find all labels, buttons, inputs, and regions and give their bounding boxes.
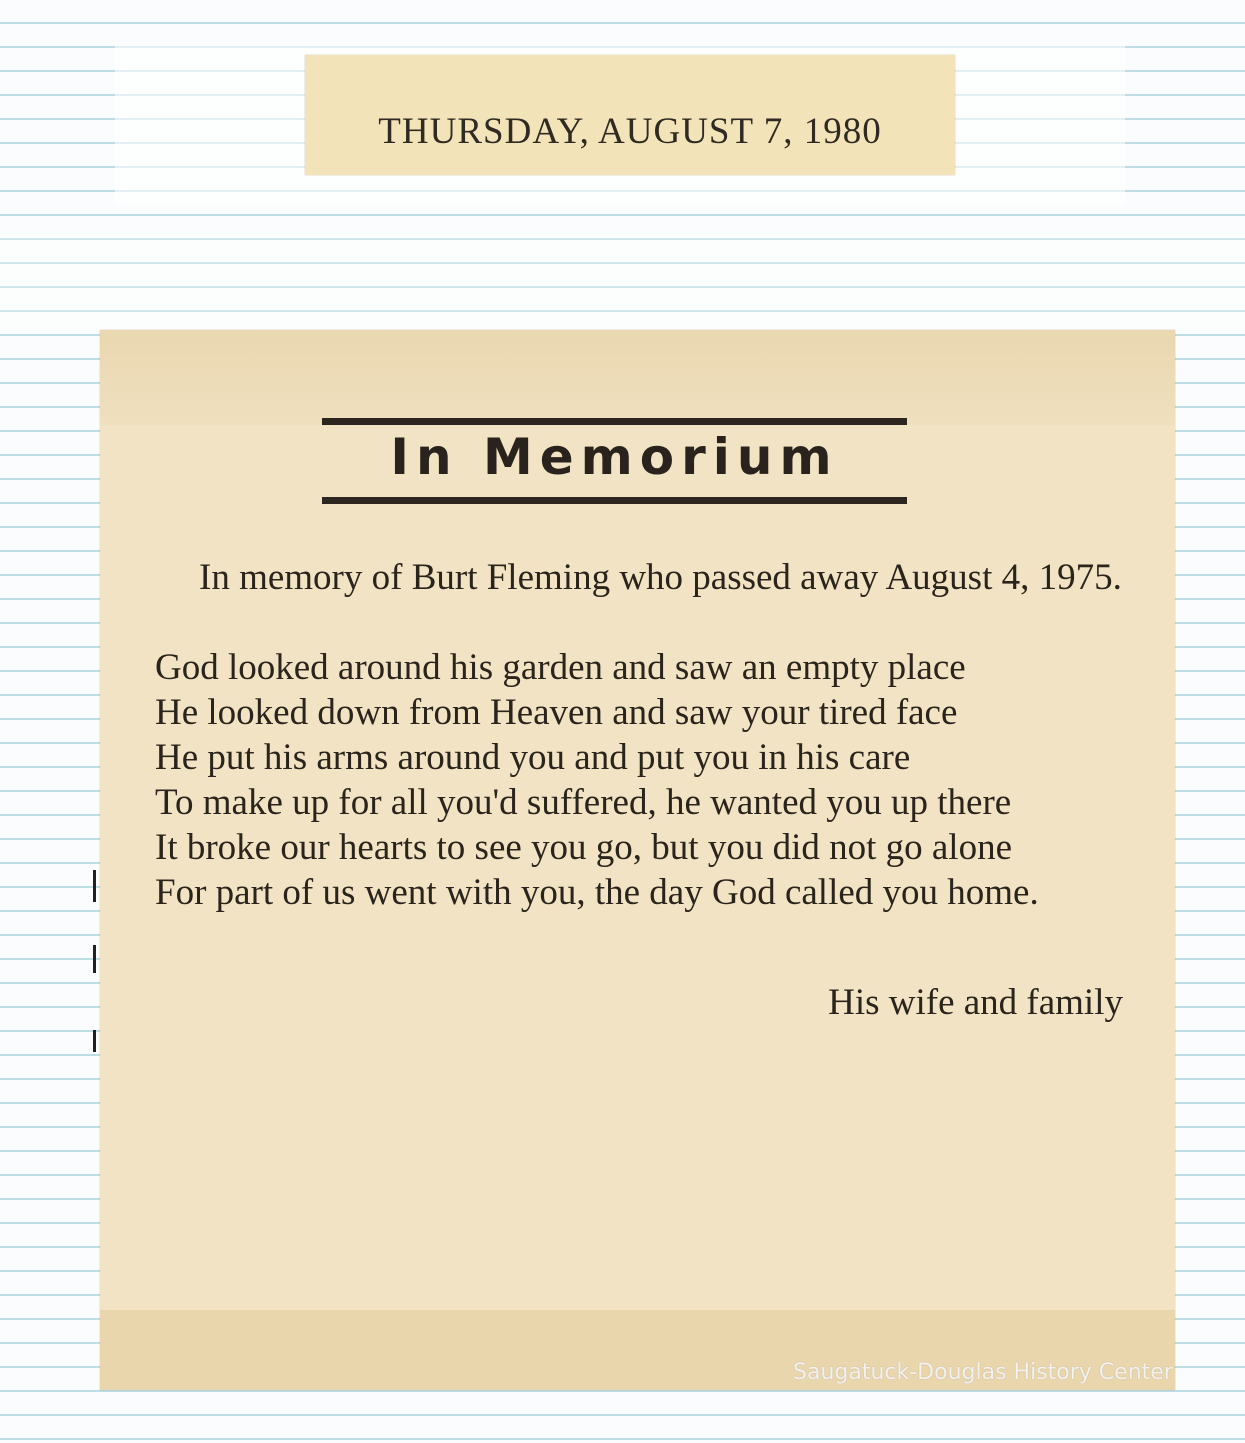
memorial-clipping xyxy=(100,330,1175,1390)
poem-line: God looked around his garden and saw an empty place xyxy=(155,647,966,688)
poem-line: For part of us went with you, the day God called you home. xyxy=(155,872,1039,913)
memorial-signature: His wife and family xyxy=(828,982,1123,1023)
poem-line: He put his arms around you and put you in his care xyxy=(155,737,911,778)
memorial-intro: In memory of Burt Fleming who passed away August 4, 1975. xyxy=(199,557,1122,598)
date-clipping xyxy=(305,55,955,175)
tape-strip-bottom xyxy=(0,235,1245,330)
heading-rule-top xyxy=(322,418,907,425)
poem-line: He looked down from Heaven and saw your tired face xyxy=(155,692,958,733)
heading-rule-bottom xyxy=(322,497,907,504)
poem-line: It broke our hearts to see you go, but you did not go alone xyxy=(155,827,1012,868)
margin-mark xyxy=(93,1030,96,1052)
date-text: THURSDAY, AUGUST 7, 1980 xyxy=(378,111,882,152)
memorial-body xyxy=(155,555,1123,1062)
bleed-through-band-top xyxy=(100,330,1175,425)
margin-mark xyxy=(93,945,96,973)
poem-line: To make up for all you'd suffered, he wanted you up there xyxy=(155,782,1012,823)
margin-mark xyxy=(93,870,96,902)
watermark: Saugatuck-Douglas History Center xyxy=(793,1360,1173,1385)
memorial-heading: In Memorium xyxy=(390,428,839,486)
